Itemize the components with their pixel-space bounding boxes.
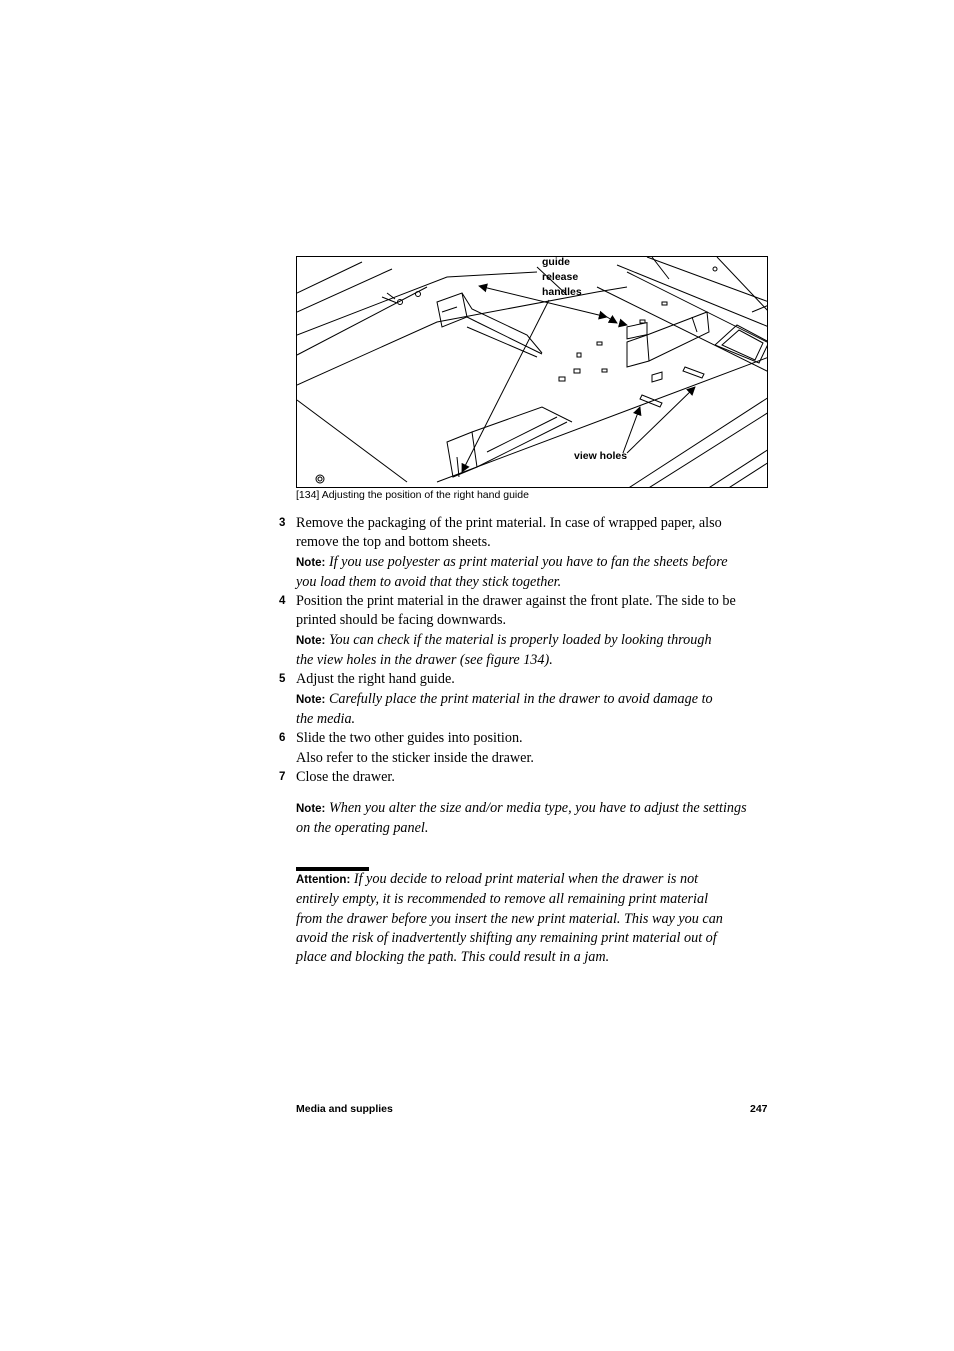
procedure-steps: [276, 514, 771, 787]
step-note: [276, 573, 771, 592]
footer-page-number: 247: [750, 1103, 768, 1115]
step-5: [276, 670, 771, 729]
step-number: 3: [279, 517, 286, 529]
note-label: Note:: [296, 556, 326, 569]
figure-caption: [134] Adjusting the position of the right hand guide: [296, 489, 529, 501]
attention-line: avoid the risk of inadvertently shifting any remaining print material out of: [296, 929, 717, 946]
step-line: [276, 592, 771, 611]
general-note: [296, 799, 771, 839]
step-text: remove the top and bottom sheets.: [296, 534, 491, 551]
note-text: the view holes in the drawer (see figure 134).: [296, 652, 553, 669]
attention-line: place and blocking the path. This could result in a jam.: [296, 949, 610, 966]
step-text: Remove the packaging of the print material. In case of wrapped paper, also: [296, 515, 722, 531]
attention-label: Attention:: [296, 874, 351, 886]
step-note: [276, 631, 771, 651]
step-number: 5: [279, 673, 286, 686]
figure-drawer-illustration: [296, 256, 768, 488]
step-text: Adjust the right hand guide.: [296, 671, 455, 688]
callout-line: guide: [542, 256, 570, 268]
attention-line: from the drawer before you insert the new print material. This way you can: [296, 910, 723, 927]
note-label: Note:: [296, 634, 326, 647]
guide-release-handles-label: [542, 256, 612, 300]
step-7: [276, 768, 771, 787]
step-line: [276, 611, 771, 630]
note-text: Carefully place the print material in the drawer to avoid damage to: [325, 690, 713, 707]
step-number: 7: [279, 770, 286, 783]
step-note: [276, 651, 771, 670]
step-3: [276, 514, 771, 592]
step-text: Position the print material in the drawer against the front plate. The side to be: [296, 593, 736, 610]
note-label: Note:: [296, 693, 326, 706]
step-note: [276, 553, 771, 573]
step-number: 6: [279, 732, 286, 745]
note-text: the media.: [296, 710, 356, 727]
drawer-line-drawing: [297, 257, 768, 488]
step-text: Also refer to the sticker inside the drawer.: [296, 749, 534, 766]
step-text: Close the drawer.: [296, 768, 395, 785]
note-text: you load them to avoid that they stick together.: [296, 573, 562, 590]
step-line: [276, 768, 771, 787]
step-4: [276, 592, 771, 670]
view-holes-label: view holes: [574, 450, 628, 462]
step-line: [276, 749, 771, 768]
step-line: [276, 670, 771, 689]
step-line: [276, 729, 771, 748]
note-line: [296, 819, 771, 838]
note-text: When you alter the size and/or media type, you have to adjust the settings: [325, 800, 747, 816]
attention-line: [296, 870, 771, 890]
callout-line: release: [542, 271, 579, 283]
step-text: printed should be facing downwards.: [296, 612, 507, 629]
step-line: [276, 514, 771, 533]
step-6: [276, 729, 771, 768]
note-label: Note:: [296, 803, 326, 815]
callout-line: handles: [542, 286, 582, 298]
step-note: [276, 690, 771, 710]
note-text: on the operating panel.: [296, 820, 429, 837]
attention-text: If you decide to reload print material when the drawer is not: [350, 871, 699, 887]
step-number: 4: [279, 595, 286, 608]
step-note: [276, 710, 771, 729]
note-text: You can check if the material is properly loaded by looking through: [325, 631, 712, 648]
note-line: [296, 799, 771, 819]
step-text: Slide the two other guides into position.: [296, 730, 523, 747]
step-line: [276, 533, 771, 552]
note-text: If you use polyester as print material you have to fan the sheets before: [325, 553, 728, 570]
attention-line: entirely empty, it is recommended to remove all remaining print material: [296, 891, 709, 908]
footer-section-title: Media and supplies: [296, 1103, 393, 1115]
attention-block: [296, 870, 771, 967]
